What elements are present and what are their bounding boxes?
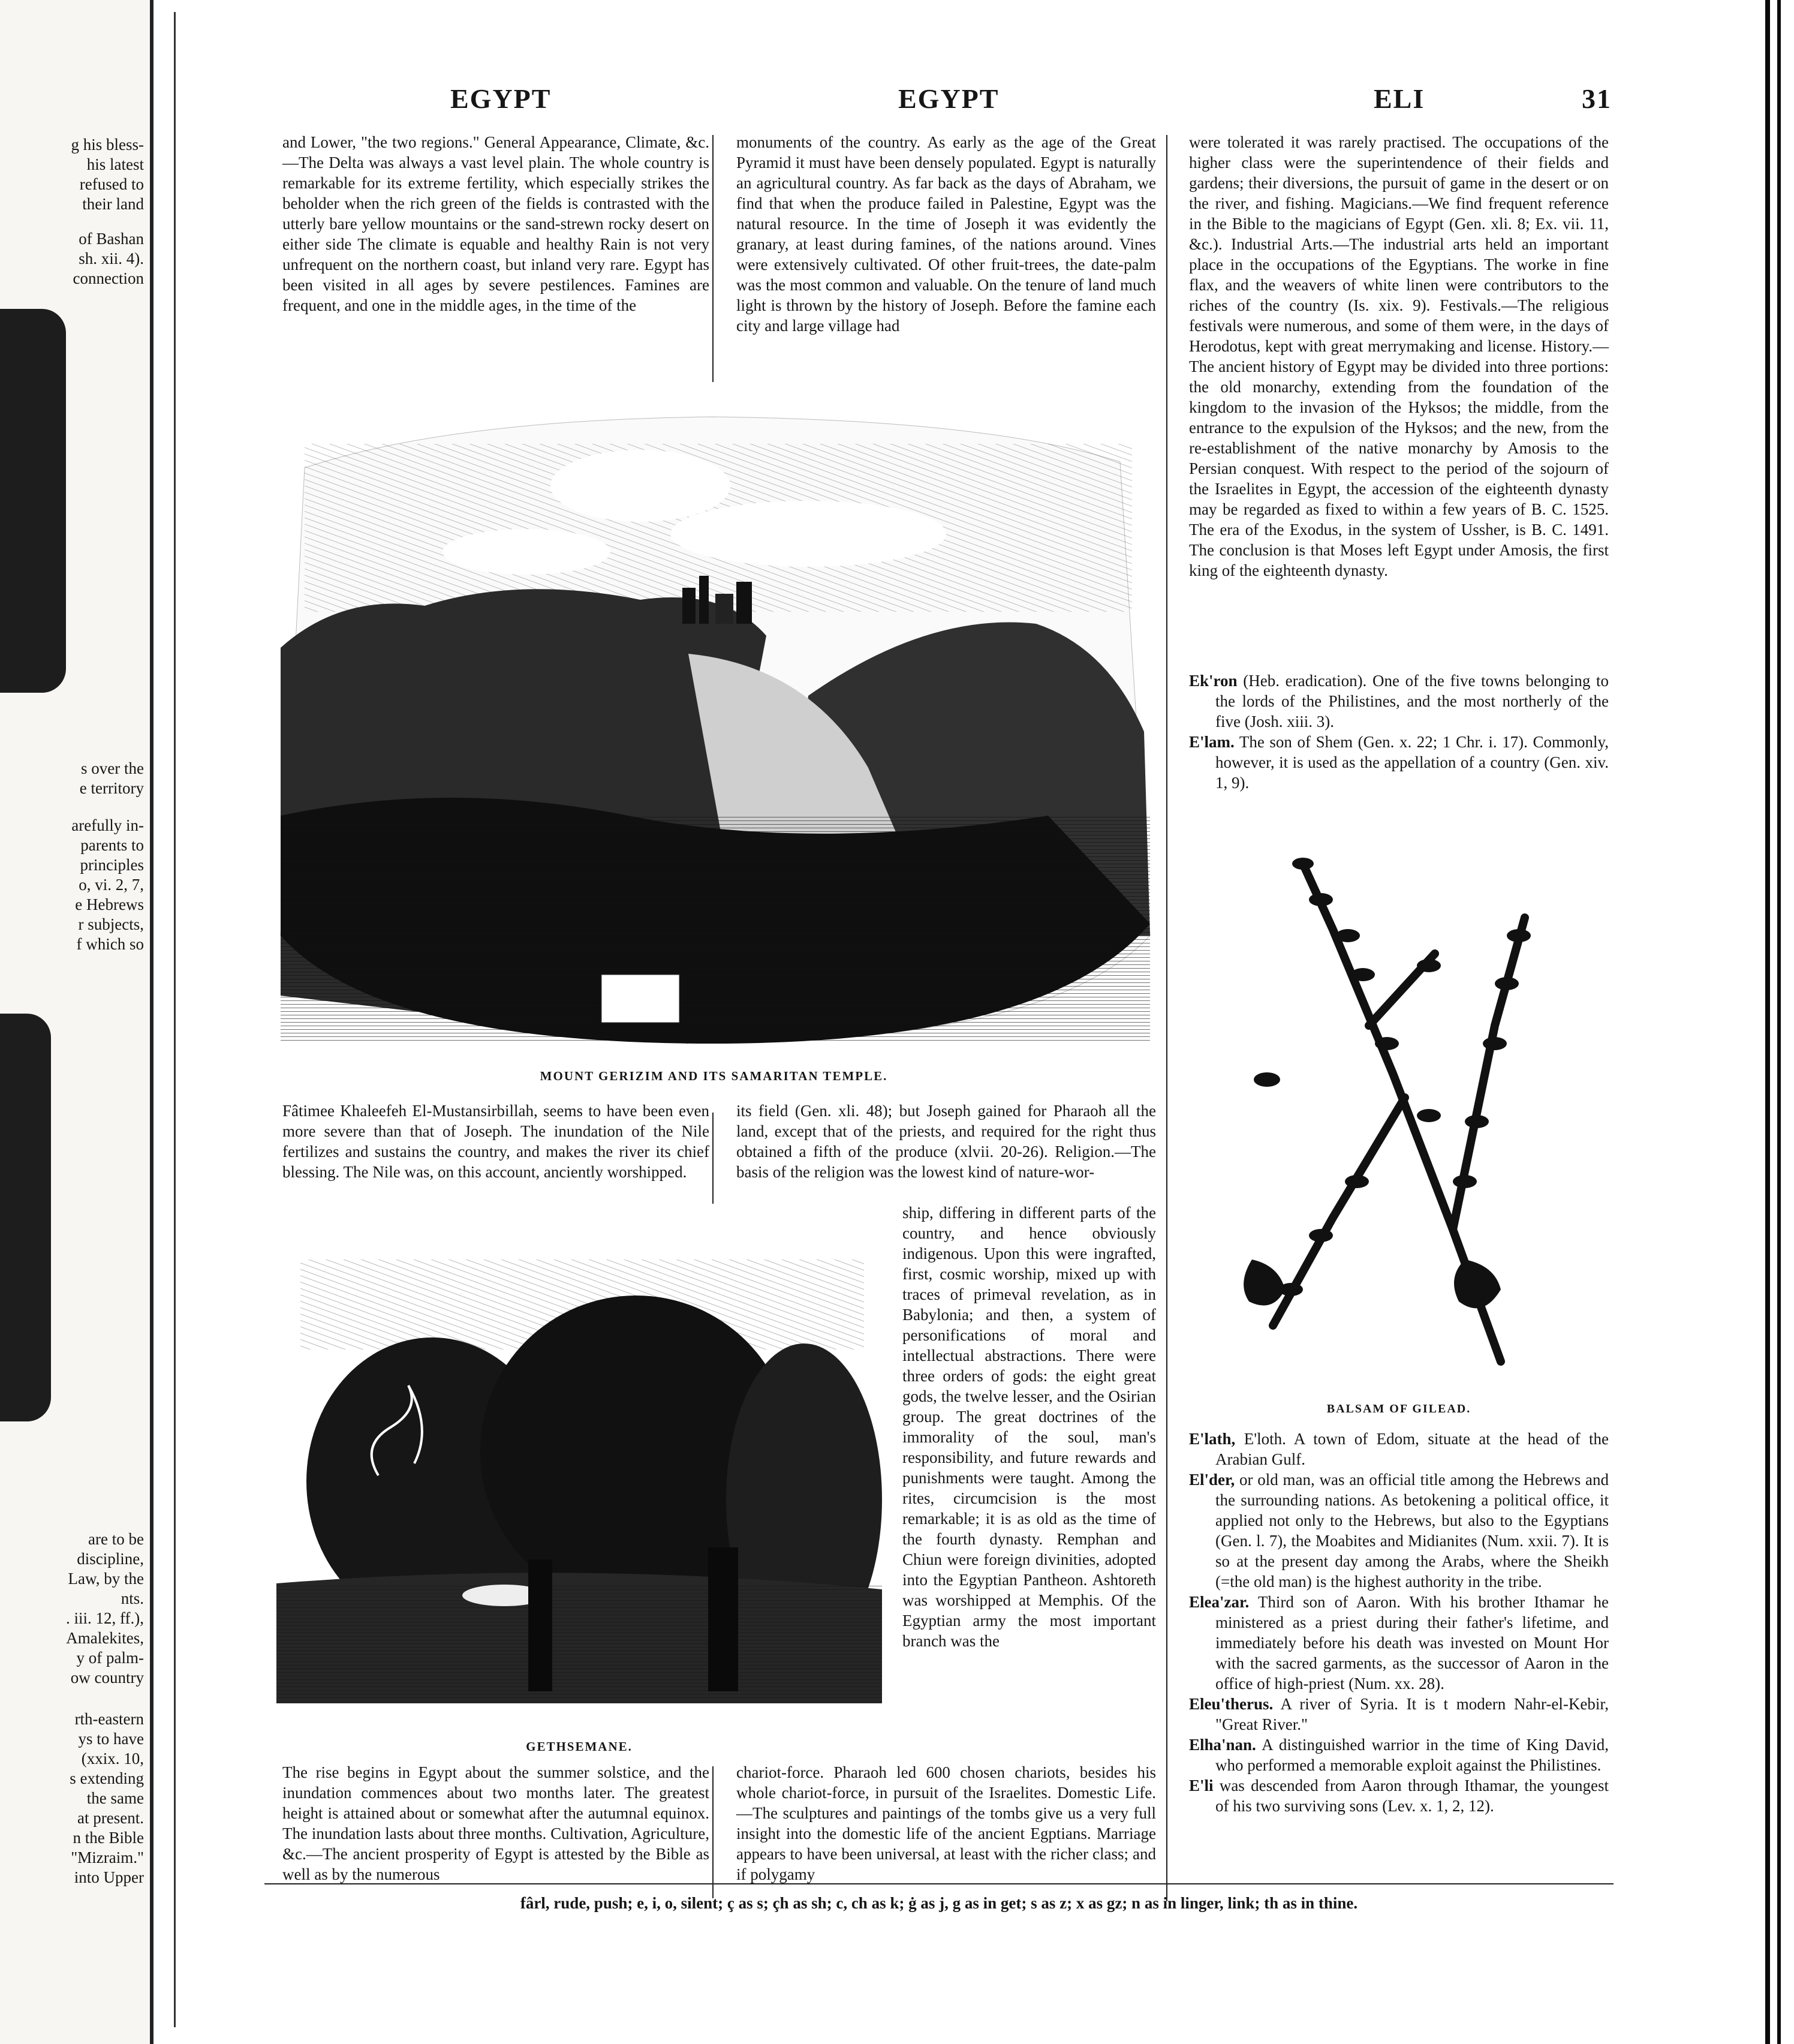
entry-body: A distinguished warrior in the time of King David, who performed a memorable exploit against the Philistines.: [1215, 1736, 1609, 1774]
facing-text-6: rth-eastern ys to have (xxix. 10, s extending the same at present. n the Bible "Mizraim." into Upper: [70, 1710, 144, 1886]
col3-top-text: were tolerated it was rarely practised. The occupations of the higher class were the superintendence of their fields and gardens; their diversions, the pursuit of game in the desert or on the river, and fishing. Magicians.—We find frequent reference in the Bible to the magicians of Egypt (Gen. xli. 8; Ex. vii. 11, &c.). Industrial Arts.—The industrial arts held an important place in the occupations of the Egyptians. The worke in fine flax, and the weavers of white linen were contributors to the riches of the country (Is. xix. 9). Festivals.—The religious festivals were numerous, and some of them were, in the days of Herodotus, kept with great merrymaking and license. History.—The ancient history of Egypt may be divided into three portions: the old monarchy, extending from the foundation of the kingdom to the invasion of the Hyksos; the middle, from the entrance to the expulsion of the Hyksos; and the new, from the re-establishment of the native monarchy by Amosis to the Persian conquest. With respect to the period of the sojourn of the Israelites in Egypt, the accession of the eighteenth dynasty may be regarded as fixed to within a few years of B. C. 1525. The era of the Exodus, in the system of Ussher, is B. C. 1491. The conclusion is that Moses left Egypt under Amosis, the first king of the eighteenth dynasty.: [1189, 133, 1609, 579]
entry-body: The son of Shem (Gen. x. 22; 1 Chr. i. 17). Commonly, however, it is used as the appellation of a country (Gen. xiv. 1, 9).: [1215, 733, 1609, 792]
col2-middle-narrow-text: ship, differing in different parts of the country, and hence obviously indigenous. Upon this were ingrafted, first, cosmic worship, mixed up with traces of primeval revelation, as in Babylonia; and then, a system of personifications of moral and intellectual abstractions. There were three orders of gods: the eight great gods, the twelve lesser, and the Osirian group. The great doctrines of the immorality of the soul, man's responsibility, and future rewards and punishments were taught. Among the rites, circumcision is the most remarkable; it is as old as the time of the fourth dynasty. Remphan and Chiun were foreign divinities, adopted into the Egyptian Pantheon. Ashtoreth was worshipped at Memphis. Of the Egyptian army the most important branch was the: [902, 1204, 1156, 1650]
entry-body: (Heb. eradication). One of the five towns belonging to the lords of the Philistines, and the most northerly of the five (Josh. xiii. 3).: [1215, 672, 1609, 731]
column-rule-mid: [712, 1113, 714, 1204]
entry-eli: [1189, 1775, 1609, 1816]
headword: Elha'nan.: [1189, 1736, 1256, 1754]
gethsemane-engraving: [276, 1248, 882, 1727]
entry-elam: [1189, 732, 1609, 793]
headword: E'lath,: [1189, 1430, 1236, 1448]
facing-page-fragment: [0, 0, 153, 2044]
entry-body: A river of Syria. It is t modern Nahr-el-Kebir, "Great River.": [1215, 1695, 1609, 1733]
headword: Eleu'therus.: [1189, 1695, 1274, 1713]
entry-body: E'loth. A town of Edom, situate at the head of the Arabian Gulf.: [1215, 1430, 1609, 1468]
col2-bottom-text: chariot-force. Pharaoh led 600 chosen chariots, besides his whole chariot-force, in pursuit of the Israelites. Domestic Life.—The sculptures and paintings of the tombs give us a very full insight into the domestic life of the ancient Egptians. Marriage appears to have been universal, at least with the richer class; and if polygamy: [736, 1763, 1156, 1883]
col1-top-text: and Lower, "the two regions." General Appearance, Climate, &c.—The Delta was always a vast level plain. The whole country is remarkable for its extreme fertility, which especially strikes the beholder when the rich green of the fields is contrasted with the utterly bare yellow mountains or the sand-strewn rocky desert on either side The climate is equable and healthy Rain is not very unfrequent on the northern coast, but inland very rare. Egypt has been visited in all ages by severe pestilences. Famines are frequent, and one in the middle ages, in the time of the: [282, 133, 709, 314]
pronunciation-key: fârl, rude, push; e, i, o, silent; ç as s; çh as sh; c, ch as k; ġ as j, g as in get; s as z; x as gz; n as in linger, link; th as in thine.: [520, 1894, 1358, 1912]
facing-text-4: arefully in- parents to principles o, vi. 2, 7, e Hebrews r subjects, f which so: [71, 816, 144, 953]
column-rule: [712, 135, 714, 382]
entry-body: Third son of Aaron. With his brother Ithamar he ministered as a priest during their father's lifetime, and immediately before his death was invested on Mount Hor with the sacred garments, as the successor of Aaron in the office of high-priest (Num. xx. 28).: [1215, 1593, 1609, 1693]
entry-eleazar: [1189, 1592, 1609, 1694]
column-rule-right: [1166, 135, 1167, 1901]
entry-elhanan: [1189, 1735, 1609, 1775]
figure-caption-gerizim: MOUNT GERIZIM AND ITS SAMARITAN TEMPLE.: [540, 1069, 888, 1083]
figure-caption-gethsemane: GETHSEMANE.: [526, 1739, 633, 1754]
col1-middle-text: Fâtimee Khaleefeh El-Mustansirbillah, seems to have been even more severe than that of Joseph. The inundation of the Nile fertilizes and sustains the country, and makes the river its chief blessing. The Nile was, on this account, anciently worshipped.: [282, 1102, 709, 1181]
col1-bottom-text: The rise begins in Egypt about the summer solstice, and the inundation commences about two months later. The greatest height is attained about or somewhat after the autumnal equinox. The inundation lasts about three months. Cultivation, Agriculture, &c.—The ancient prosperity of Egypt is attested by the Bible as well as by the numerous: [282, 1763, 709, 1883]
scan-edge-line-2: [1777, 0, 1781, 2044]
column-rule-bottom: [712, 1766, 714, 1898]
facing-text-3: s over the e territory: [79, 759, 144, 797]
mount-gerizim-engraving: [269, 396, 1159, 1050]
facing-text-5: are to be discipline, Law, by the nts. . iii. 12, ff.), Amalekites, y of palm- ow country: [66, 1530, 144, 1687]
balsam-of-gilead-engraving: [1213, 846, 1573, 1367]
facing-text-1: g his bless- his latest refused to their land: [71, 136, 144, 213]
facing-illustration-bottom: [0, 1014, 51, 1421]
entry-elder: [1189, 1469, 1609, 1592]
facing-text-2: of Bashan sh. xii. 4). connection: [73, 230, 144, 287]
footer-rule: [264, 1883, 1614, 1884]
entry-eleutherus: [1189, 1694, 1609, 1735]
headword: Elea'zar.: [1189, 1593, 1250, 1611]
running-head-right: ELI: [1374, 83, 1425, 114]
headword: E'lam.: [1189, 733, 1235, 751]
entry-ekron: [1189, 671, 1609, 732]
col2-middle-wide-text: its field (Gen. xli. 48); but Joseph gained for Pharaoh all the land, except that of the priests, and required for the right thus obtained a fifth of the produce (xlvii. 20-26). Religion.—The basis of the religion was the lowest kind of nature-wor-: [736, 1102, 1156, 1181]
entry-body: or old man, was an official title among the Hebrews and the surrounding nations. As betokening a political office, it applied not only to the Hebrews, but also to the Egyptians (Gen. l. 7), the Moabites and Midianites (Num. xxii. 7). It is so at the present day among the Arabs, where the Sheikh (=the old man) is the highest authority in the tribe.: [1215, 1471, 1609, 1591]
running-head-left: EGYPT: [450, 83, 552, 114]
col2-top-text: monuments of the country. As early as the age of the Great Pyramid it must have been densely populated. Egypt is naturally an agricultural country. As far back as the days of Abraham, we find that when the produce failed in Palestine, Egypt was the natural resource. In the time of Joseph it was evidently the granary, at least during famines, of the nations around. Vines were extensively cultivated. Of other fruit-trees, the date-palm was the most common and valuable. On the tenure of land much light is thrown by the history of Joseph. Before the famine each city and large village had: [736, 133, 1156, 335]
entry-elath: [1189, 1429, 1609, 1469]
dictionary-page: [174, 12, 1699, 2027]
facing-illustration-top: [0, 309, 66, 693]
page-number: 31: [1582, 83, 1612, 114]
entries-bottom: [1189, 1429, 1609, 1816]
scan-edge-line: [1765, 0, 1770, 2044]
running-head-center: EGYPT: [898, 83, 1000, 114]
headword: Ek'ron: [1189, 672, 1238, 690]
headword: El'der,: [1189, 1471, 1235, 1489]
headword: E'li: [1189, 1777, 1214, 1794]
figure-caption-balsam: BALSAM OF GILEAD.: [1326, 1402, 1471, 1415]
entries-top: [1189, 671, 1609, 793]
entry-body: was descended from Aaron through Ithamar, the youngest of his two surviving sons (Lev. x. 1, 2, 12).: [1213, 1777, 1609, 1815]
